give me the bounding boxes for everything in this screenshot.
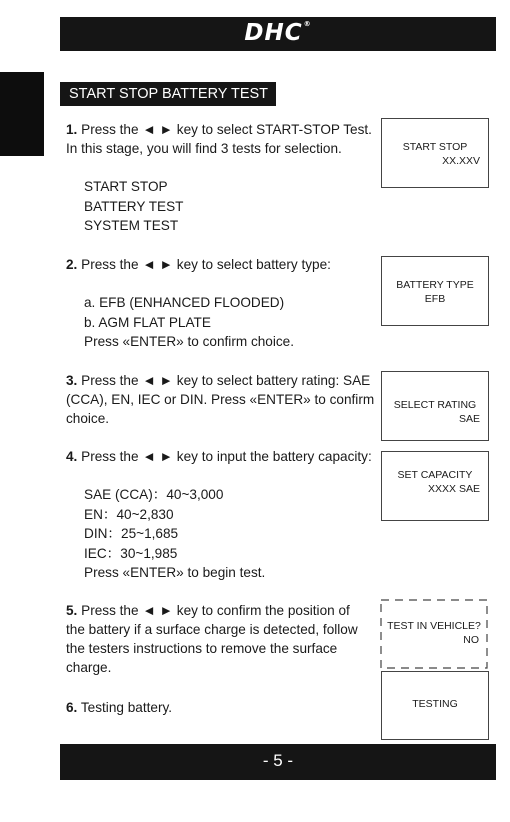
- option-item: SAE (CCA)：40~3,000: [84, 487, 224, 502]
- step-text: Testing battery.: [80, 700, 173, 715]
- lcd-line-1: TEST IN VEHICLE?: [387, 620, 481, 632]
- page-number: - 5 -: [262, 751, 294, 770]
- step-1: [66, 120, 384, 158]
- registered-mark: ®: [303, 20, 312, 28]
- option-item: Press «ENTER» to begin test.: [84, 565, 266, 581]
- step-text: Press the ◄ ► key to select battery rating: SAE (CCA), EN, IEC or DIN. Press «ENTER» to confirm choice.: [66, 373, 375, 426]
- step-2: [66, 255, 384, 274]
- option-item: a. EFB (ENHANCED FLOODED): [84, 295, 285, 310]
- step-6: [66, 698, 384, 717]
- step-4: [66, 447, 384, 466]
- section-title: START STOP BATTERY TEST: [60, 82, 276, 106]
- lcd-display-select-rating: [381, 371, 489, 441]
- lcd-line-1: TESTING: [412, 698, 458, 710]
- footer-bar: [60, 744, 496, 780]
- lcd-line-2: SAE: [458, 413, 480, 425]
- option-item: EN：40~2,830: [84, 506, 174, 522]
- lcd-line-1: SELECT RATING: [393, 399, 477, 411]
- step-number: 4.: [66, 449, 78, 464]
- lcd-line-1: SET CAPACITY: [397, 469, 473, 481]
- brand-logo: DHC®: [244, 20, 312, 46]
- option-item: b. AGM FLAT PLATE: [84, 314, 211, 330]
- step-text: Press the ◄ ► key to input the battery capacity:: [81, 449, 372, 464]
- step-text: Press the ◄ ► key to select START-STOP Test. In this stage, you will find 3 tests for selection.: [66, 122, 372, 156]
- step-number: 3.: [66, 373, 78, 388]
- lcd-display-battery-type: [381, 256, 489, 326]
- header-bar: [60, 17, 496, 51]
- step-number: 6.: [66, 700, 78, 715]
- lcd-line-2: NO: [463, 634, 479, 646]
- step-text: Press the ◄ ► key to confirm the position of the battery if a surface charge is detected, follow the testers instructions to remove the surface charge.: [66, 603, 358, 675]
- lcd-display-testing: [381, 671, 489, 740]
- lcd-line-2: XXXX SAE: [428, 483, 480, 495]
- step-4-options: [84, 485, 265, 583]
- lcd-line-1: START STOP: [402, 141, 468, 153]
- option-item: Press «ENTER» to confirm choice.: [84, 334, 295, 350]
- step-5: [66, 601, 366, 677]
- lcd-line-2: EFB: [424, 293, 446, 305]
- step-number: 5.: [66, 603, 78, 618]
- step-text: Press the ◄ ► key to select battery type:: [81, 257, 331, 272]
- option-item: DIN：25~1,685: [84, 526, 179, 542]
- lcd-display-test-in-vehicle: [381, 600, 487, 668]
- step-3: [66, 371, 384, 428]
- lcd-line-1: BATTERY TYPE: [396, 279, 474, 291]
- option-item: IEC：30~1,985: [84, 545, 178, 561]
- step-number: 1.: [66, 122, 78, 137]
- lcd-line-2: XX.XXV: [442, 155, 480, 167]
- step-1-options: [84, 177, 183, 236]
- lcd-display-set-capacity: [381, 451, 489, 521]
- option-item: BATTERY TEST: [84, 198, 184, 214]
- lcd-display-start-stop: [381, 118, 489, 188]
- side-tab-marker: [0, 72, 44, 156]
- step-2-options: [84, 293, 294, 352]
- option-item: START STOP: [84, 179, 168, 194]
- option-item: SYSTEM TEST: [84, 218, 179, 234]
- step-number: 2.: [66, 257, 78, 272]
